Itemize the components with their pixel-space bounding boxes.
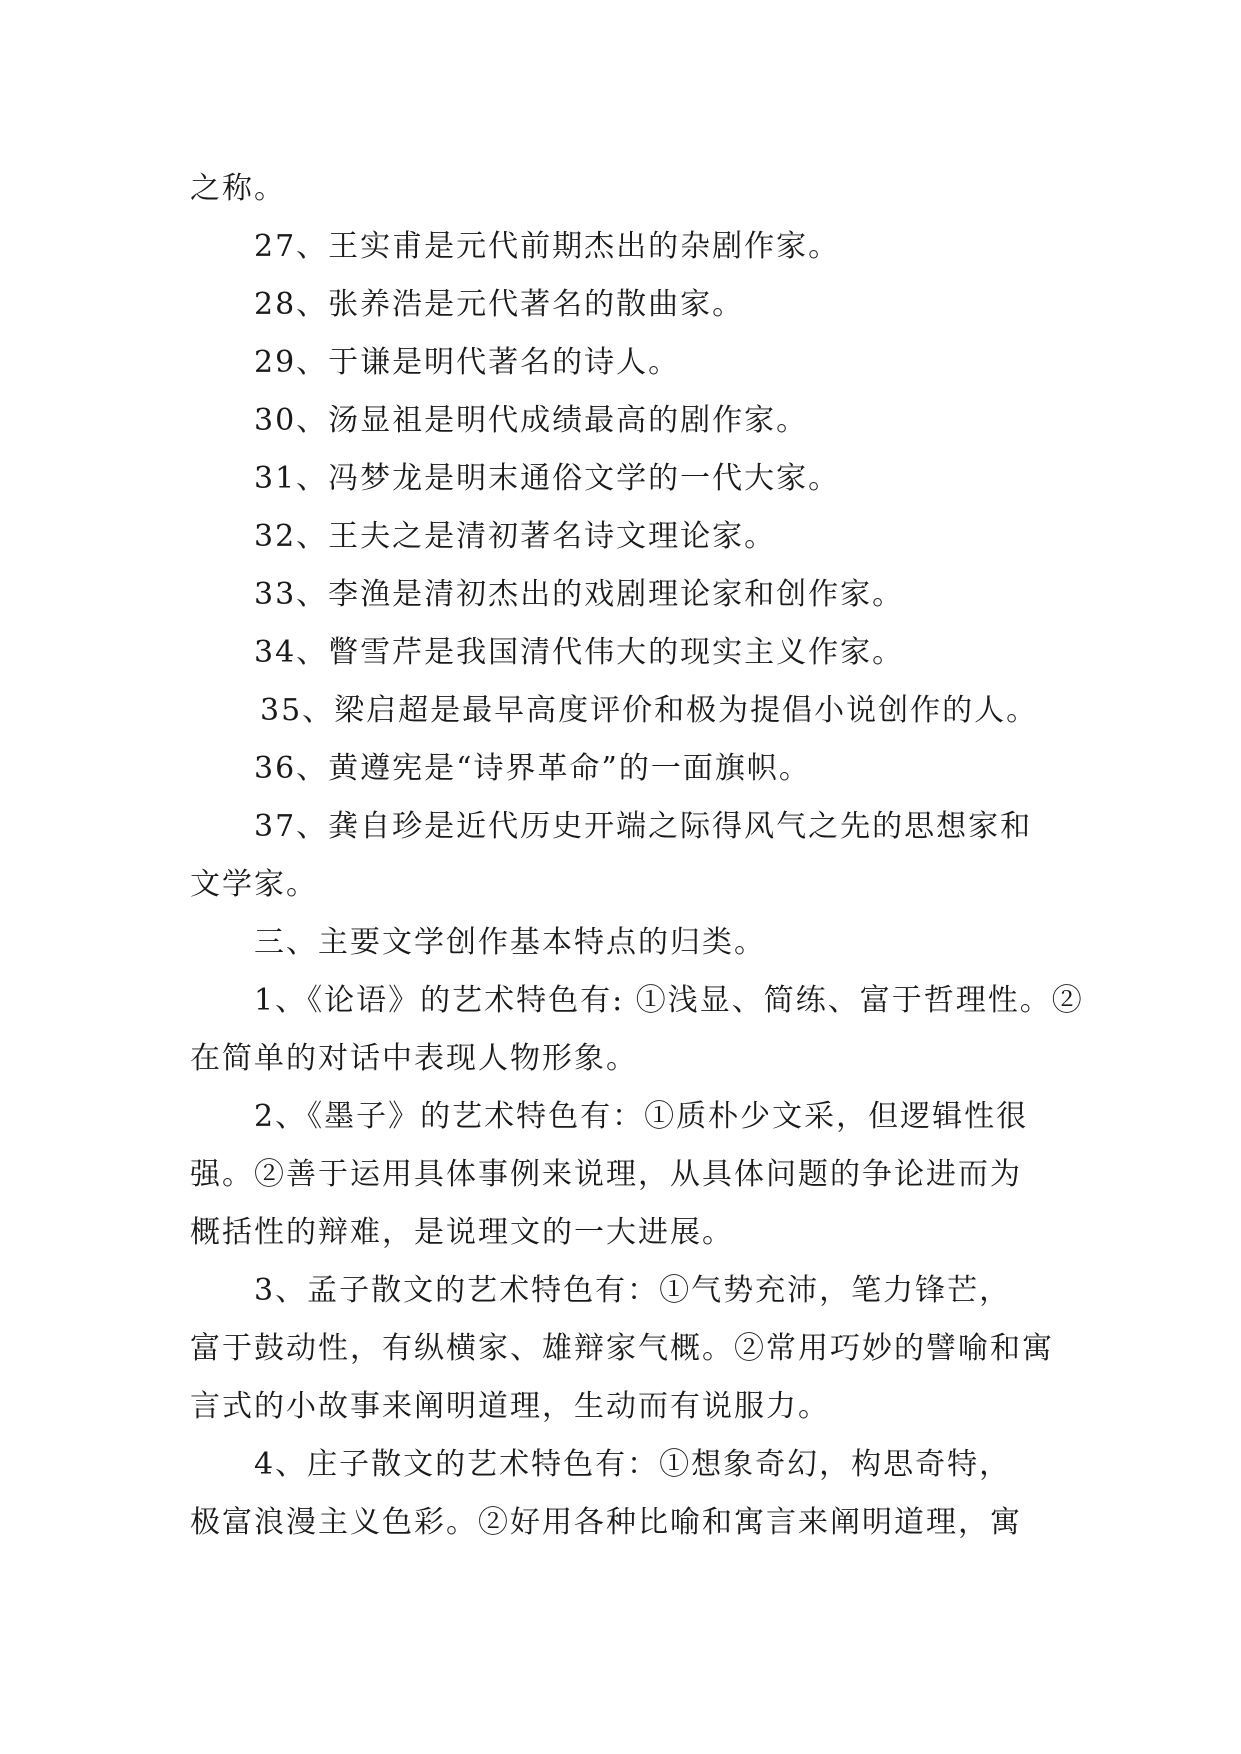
text-line-item-27: 27、王实甫是元代前期杰出的杂剧作家。: [254, 229, 841, 264]
text-line-point-2: 2、《墨子》的艺术特色有：①质朴少文采，但逻辑性很: [254, 1099, 1029, 1134]
text-line-item-37: 37、龚自珍是近代历史开端之际得风气之先的思想家和: [254, 809, 1033, 844]
text-line-point-3-continuation: 言式的小故事来阐明道理，生动而有说服力。: [190, 1389, 830, 1424]
text-line-item-35: 35、梁启超是最早高度评价和极为提倡小说创作的人。: [260, 693, 1039, 728]
text-line-item-31: 31、冯梦龙是明末通俗文学的一代大家。: [254, 461, 841, 496]
text-line-point-4: 4、庄子散文的艺术特色有：①想象奇幻，构思奇特，: [254, 1447, 1012, 1482]
text-line-item-30: 30、汤显祖是明代成绩最高的剧作家。: [254, 403, 809, 438]
text-line-item-28: 28、张养浩是元代著名的散曲家。: [254, 287, 745, 322]
text-line-point-4-continuation: 极富浪漫主义色彩。②好用各种比喻和寓言来阐明道理，寓: [190, 1505, 1022, 1540]
text-line-point-1: 1、《论语》的艺术特色有: ①浅显、简练、富于哲理性。②: [254, 983, 1084, 1018]
text-line-item-34: 34、瞥雪芹是我国清代伟大的现实主义作家。: [254, 635, 905, 670]
section-heading: 三、主要文学创作基本特点的归类。: [254, 925, 766, 960]
text-line-point-3: 3、孟子散文的艺术特色有：①气势充沛，笔力锋芒，: [254, 1273, 1012, 1308]
text-line-item-33: 33、李渔是清初杰出的戏剧理论家和创作家。: [254, 577, 905, 612]
text-line-item-37-continuation: 文学家。: [190, 867, 318, 902]
text-line-point-2-continuation: 强。②善于运用具体事例来说理，从具体问题的争论进而为: [190, 1157, 1022, 1192]
document-body: [190, 160, 1084, 1552]
text-line-continuation: 之称。: [190, 171, 286, 206]
text-line-item-29: 29、于谦是明代著名的诗人。: [254, 345, 681, 380]
text-line-point-2-continuation: 概括性的辩难，是说理文的一大进展。: [190, 1215, 734, 1250]
text-line-item-32: 32、王夫之是清初著名诗文理论家。: [254, 519, 777, 554]
text-line-point-1-continuation: 在简单的对话中表现人物形象。: [190, 1041, 638, 1076]
text-line-point-3-continuation: 富于鼓动性，有纵横家、雄辩家气概。②常用巧妙的譬喻和寓: [190, 1331, 1054, 1366]
text-line-item-36: 36、黄遵宪是“诗界革命”的一面旗帜。: [254, 751, 811, 786]
